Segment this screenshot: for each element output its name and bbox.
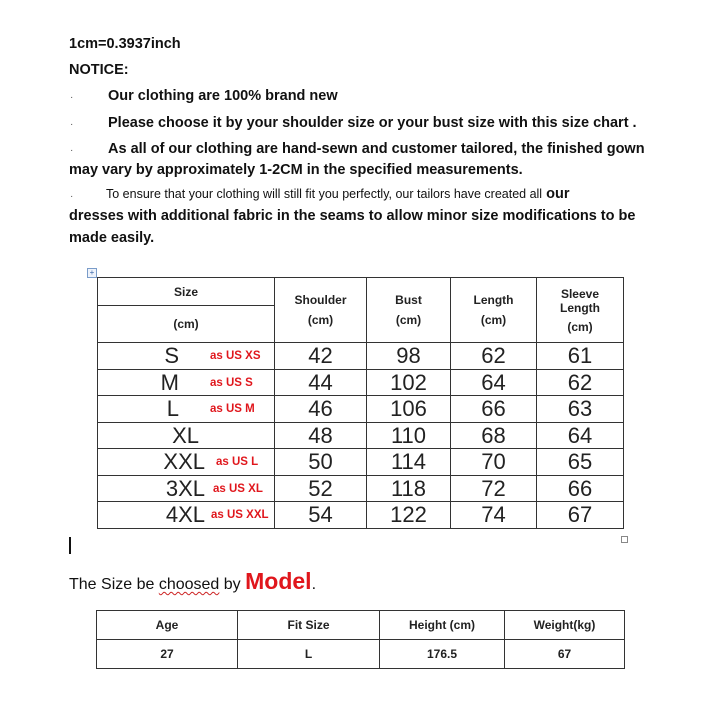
table-row: [98, 369, 624, 396]
header-sleeve-length: [537, 278, 624, 343]
notice-item-4-big: our: [542, 186, 570, 202]
shoulder-value: 42: [275, 343, 367, 370]
shoulder-value: 50: [275, 449, 367, 476]
length-value: 64: [451, 369, 537, 396]
size-label: S: [164, 343, 179, 368]
size-cell: [98, 475, 275, 502]
size-chart-table: [97, 277, 624, 529]
header-size: Size: [98, 278, 275, 306]
header-shoulder: [275, 278, 367, 343]
model-title-pre: The Size be: [69, 576, 159, 593]
header-length: [451, 278, 537, 343]
header-bust-unit: (cm): [395, 313, 422, 327]
bullet-icon: ·: [70, 145, 74, 156]
sleeve-value: 66: [537, 475, 624, 502]
header-size-unit: (cm): [98, 306, 275, 343]
height-value: 176.5: [380, 640, 505, 669]
us-size-equivalent: as US M: [210, 403, 255, 415]
model-header-row: [97, 611, 625, 640]
table-row: [98, 396, 624, 423]
sleeve-value: 62: [537, 369, 624, 396]
header-height: Height (cm): [380, 611, 505, 640]
model-title-highlight: Model: [245, 568, 312, 594]
size-cell: [98, 343, 275, 370]
header-sleeve-label-1: Sleeve: [560, 286, 600, 301]
us-size-equivalent: as US L: [216, 456, 259, 468]
size-cell: [98, 396, 275, 423]
shoulder-value: 52: [275, 475, 367, 502]
notice-item-4-small: To ensure that your clothing will still fit you perfectly, our tailors have created all: [106, 187, 543, 201]
bullet-icon: ·: [70, 92, 74, 103]
header-length-unit: (cm): [480, 313, 507, 327]
length-value: 74: [451, 502, 537, 529]
header-weight: Weight(kg): [505, 611, 625, 640]
unit-conversion: 1cm=0.3937inch: [69, 36, 181, 52]
length-value: 68: [451, 422, 537, 449]
length-value: 62: [451, 343, 537, 370]
notice-item-3-cont: may vary by approximately 1-2CM in the specified measurements.: [69, 162, 523, 178]
us-size-equivalent: as US XL: [213, 482, 263, 495]
notice-item-3: As all of our clothing are hand-sewn and customer tailored, the finished gown: [108, 141, 645, 157]
table-row: [98, 449, 624, 476]
length-value: 66: [451, 396, 537, 423]
header-sleeve-unit: (cm): [567, 319, 593, 334]
us-size-equivalent: as US XS: [210, 350, 261, 362]
shoulder-value: 44: [275, 369, 367, 396]
size-cell: [98, 369, 275, 396]
notice-heading: NOTICE:: [69, 62, 129, 78]
header-age: Age: [97, 611, 238, 640]
header-sleeve-label-2: Length: [560, 300, 600, 315]
table-row: [98, 343, 624, 370]
header-fit-size: Fit Size: [238, 611, 380, 640]
header-bust-label: Bust: [395, 293, 422, 307]
shoulder-value: 54: [275, 502, 367, 529]
table-resize-handle[interactable]: [621, 536, 628, 543]
size-label: 4XL: [165, 502, 205, 527]
notice-item-2: Please choose it by your shoulder size or your bust size with this size chart .: [108, 115, 637, 131]
header-bust: [367, 278, 451, 343]
size-label: 3XL: [165, 475, 205, 501]
length-value: 70: [451, 449, 537, 476]
notice-item-4-line2: dresses with additional fabric in the seams to allow minor size modifications to be: [69, 208, 636, 224]
model-title-end: .: [311, 576, 317, 593]
sleeve-value: 63: [537, 396, 624, 423]
size-label: M: [160, 369, 179, 395]
bust-value: 98: [367, 343, 451, 370]
bust-value: 110: [367, 422, 451, 449]
us-size-equivalent: as US S: [210, 376, 253, 389]
shoulder-value: 46: [275, 396, 367, 423]
header-length-label: Length: [473, 293, 514, 307]
notice-item-1: Our clothing are 100% brand new: [108, 88, 338, 104]
model-table: [96, 610, 625, 669]
size-label: XXL: [163, 449, 205, 474]
bust-value: 102: [367, 369, 451, 396]
model-title-misspelled: choosed: [158, 576, 220, 593]
bullet-icon: ·: [70, 191, 74, 202]
sleeve-value: 67: [537, 502, 624, 529]
size-cell: [98, 502, 275, 529]
table-row: [98, 502, 624, 529]
bust-value: 106: [367, 396, 451, 423]
table-row: [98, 475, 624, 502]
model-title-mid: by: [219, 576, 246, 593]
weight-value: 67: [505, 640, 625, 669]
sleeve-value: 65: [537, 449, 624, 476]
notice-item-4-line3: made easily.: [69, 230, 155, 246]
header-shoulder-unit: (cm): [307, 313, 334, 327]
text-cursor: [69, 537, 71, 554]
size-label: XL: [172, 422, 199, 448]
bullet-icon: ·: [70, 119, 74, 130]
model-value-row: [97, 640, 625, 669]
model-title: [69, 568, 316, 595]
bust-value: 118: [367, 475, 451, 502]
size-cell: [98, 422, 275, 449]
header-shoulder-label: Shoulder: [294, 293, 347, 307]
age-value: 27: [97, 640, 238, 669]
length-value: 72: [451, 475, 537, 502]
notice-item-4: [106, 186, 569, 202]
us-size-equivalent: as US XXL: [211, 509, 269, 521]
size-label: L: [166, 396, 179, 421]
bust-value: 114: [367, 449, 451, 476]
sleeve-value: 61: [537, 343, 624, 370]
bust-value: 122: [367, 502, 451, 529]
size-cell: [98, 449, 275, 476]
sleeve-value: 64: [537, 422, 624, 449]
shoulder-value: 48: [275, 422, 367, 449]
table-move-handle-icon[interactable]: +: [87, 268, 97, 278]
fit-size-value: L: [238, 640, 380, 669]
table-row: [98, 422, 624, 449]
